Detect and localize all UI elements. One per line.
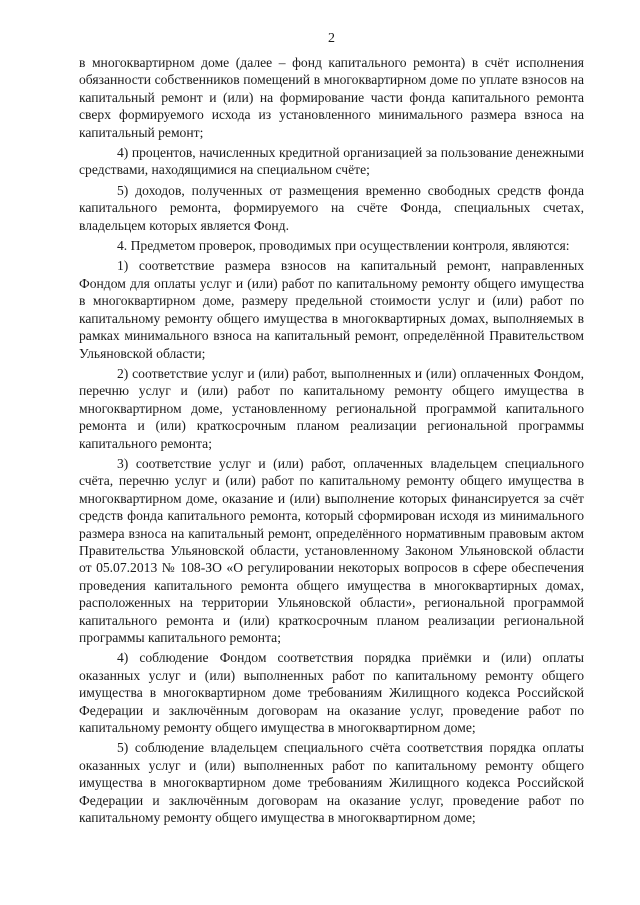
paragraph-item-5-income: 5) доходов, полученных от размещения временно свободных средств фонда капитального ремонта, формируемого на счёте Фонда, специальных счетах, владельцем которых является Фонд.: [79, 182, 584, 233]
page-number: 2: [328, 31, 335, 46]
paragraph-item-4-interest: 4) процентов, начисленных кредитной организацией за пользование денежными средствами, находящимися на специальном счёте;: [79, 145, 584, 178]
paragraph-check-item-2: 2) соответствие услуг и (или) работ, выполненных и (или) оплаченных Фондом, перечню услуг и (или) работ по капитальному ремонту общего имущества в многоквартирном доме, установленному региональной программой капитального ремонта и (или) краткосрочным планом реализации региональной программы капитального ремонта;: [79, 365, 584, 451]
paragraph-check-item-5: 5) соблюдение владельцем специального счёта соответствия порядка оплаты оказанных услуг и (или) выполненных работ по капитальному ремонту общего имущества в многоквартирном доме требованиям Жилищного кодекса Российской Федерации и заключённым договорам на оказание услуг, проведение работ по капитальному ремонту общего имущества в многоквартирном доме;: [79, 740, 584, 826]
paragraph-check-item-4: 4) соблюдение Фондом соответствия порядка приёмки и (или) оплаты оказанных услуг и (или) выполненных работ по капитальному ремонту общего имущества в многоквартирном доме требованиям Жилищного кодекса Российской Федерации и заключённым договорам на оказание услуг, проведение работ по капитальному ремонту общего имущества в многоквартирном доме;: [79, 650, 584, 736]
paragraph-section-4-heading: 4. Предметом проверок, проводимых при осуществлении контроля, являются:: [117, 238, 570, 254]
paragraph-check-item-3: 3) соответствие услуг и (или) работ, оплаченных владельцем специального счёта, перечню услуг и (или) работ по капитальному ремонту общего имущества в многоквартирном доме, оказание и (или) выполнение которых финансируется за счёт средств фонда капитального ремонта, который сформирован исходя из минимального размера взноса на капитальный ремонт, определённого нормативным правовым актом Правительства Ульяновской области, установленному Законом Ульяновской области от 05.07.2013 № 108-ЗО «О регулировании некоторых вопросов в сфере обеспечения проведения капитального ремонта общего имущества в многоквартирных домах, расположенных на территории Ульяновской области», региональной программой капитального ремонта и (или) краткосрочным планом реализации региональной программы капитального ремонта;: [79, 455, 584, 645]
paragraph-continuation: в многоквартирном доме (далее – фонд капитального ремонта) в счёт исполнения обязанности собственников помещений в многоквартирном доме по уплате взносов на капитальный ремонт и (или) на формирование части фонда капитального ремонта сверх формируемого исхода из установленного минимального размера взноса на капитальный ремонт;: [79, 55, 584, 140]
paragraph-check-item-1: 1) соответствие размера взносов на капитальный ремонт, направленных Фондом для оплаты услуг и (или) работ по капитальному ремонту общего имущества в многоквартирном доме, размеру предельной стоимости услуг и (или) работ по капитальному ремонту общего имущества в многоквартирных домах, выполняемых в рамках минимального взноса на капитальный ремонт, определённой Правительством Ульяновской области;: [79, 258, 584, 361]
